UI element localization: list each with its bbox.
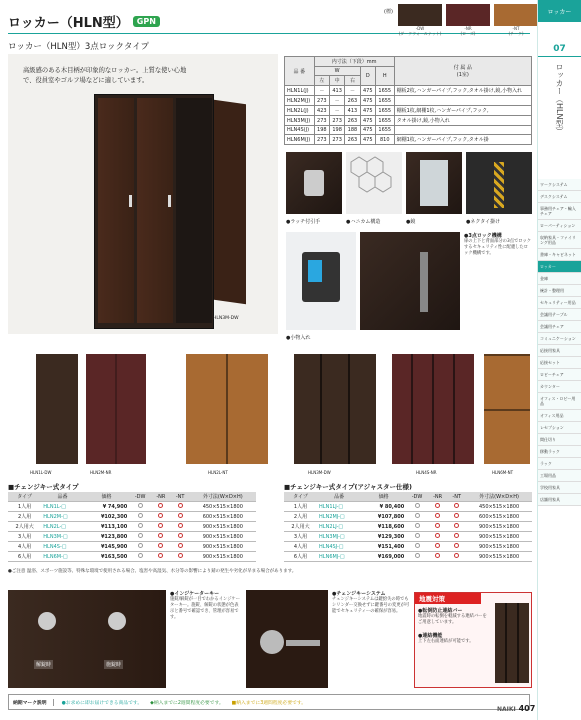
category-list [538, 179, 581, 506]
price-row [284, 532, 532, 542]
spec-cell-r: 263 [345, 96, 360, 106]
feature-label-honeycomb: ●ハニカム構造 [346, 219, 381, 225]
page-subtitle: ロッカー（HLN型）3点ロックタイプ [8, 42, 149, 52]
price-row [284, 522, 532, 532]
price-cell: HLN2M-□ [41, 512, 83, 522]
stock-dot [171, 502, 190, 512]
product-hln4s [392, 354, 474, 464]
sidebar-category[interactable]: 事務用チェア・輸入チェア [538, 203, 581, 220]
price-cell: 3人用 [8, 532, 41, 542]
price-cell: 1人用 [284, 502, 317, 512]
spec-table: 品 番 内寸法（下段）mm 付 属 品 (1室) W D H 左 中 右 HLN1L(J) － 413 － 475 1655 棚板2枚,ハンガーパイプ,フック,タオル掛け,鏡,小物入れ HLN2M(J) 273 － 263 475 1655 HLN2L(J) 423 － 413 475 1655 棚板1枚,網棚1枚,ハンガーパイプ,フック, HLN3M(J) 273 273 263 475 1655 タオル掛け,鏡,小物入れ HLN4S(J) 198 198 188 475 1655 HLN6M(J) 273 273 263 475 810 網棚1枚,ハンガーパイプ,フック,タオル掛 [284, 56, 532, 145]
spec-cell-d: 475 [360, 86, 375, 96]
stock-dot [406, 502, 428, 512]
price-cell: ¥107,800 [361, 512, 406, 522]
swatch-note: (標) [384, 9, 393, 15]
spec-cell-h: 1655 [375, 116, 394, 126]
changekey-feature [332, 590, 412, 615]
price-row [8, 512, 256, 522]
price-row [8, 502, 256, 512]
price-cell: 1人用 [8, 502, 41, 512]
spec-row [285, 116, 532, 126]
swatch-nt: -NT (チーク) [494, 4, 538, 37]
spec-cell-m: 273 [329, 116, 344, 126]
stock-dot [151, 522, 171, 532]
stock-dot [171, 552, 190, 562]
stock-dot [406, 522, 428, 532]
connect-title: ●連結機能 [418, 633, 443, 639]
legend-item-3: ■納入までに3週間程度必要です。 [231, 700, 307, 706]
spec-cell-acc: 棚板1枚,網棚1枚,ハンガーパイプ,フック, [394, 106, 531, 116]
stock-dot [129, 552, 151, 562]
topple-text: 地震時の転倒を軽減する連結バーをご用意しています。 [418, 614, 487, 625]
legend-label: 納期マーク説明 [13, 699, 54, 706]
sidebar-category[interactable]: 応接セット [538, 357, 581, 369]
page-number: 407 [518, 704, 536, 713]
spec-cell-l: 273 [314, 116, 329, 126]
indicator-title: ●インジケーターキー [170, 591, 220, 597]
price-cell: 4人用 [8, 542, 41, 552]
caution-note: ●ご注意 温浴、スポーツ施設等、特殊な環境で使用される場合、塩害や高湿気、水分等の影響により錆の発生や劣化が早まる場合があります。 [8, 569, 297, 574]
price-cell: HLN2LJ-□ [317, 522, 361, 532]
sidebar-category[interactable]: 移動ラック [538, 446, 581, 458]
price-cell: 600×515×1800 [190, 512, 256, 522]
lock-photo [360, 232, 460, 330]
price-row [284, 512, 532, 522]
price-cell: HLN4SJ-□ [317, 542, 361, 552]
price-header-cell: -NT [447, 492, 466, 502]
price-header-cell: タイプ [284, 492, 317, 502]
spec-cell-code: HLN2L(J) [285, 106, 315, 116]
spec-row [285, 126, 532, 135]
indicator-unlocked-label: 解錠時 [36, 662, 52, 668]
price-cell: HLN2MJ-□ [317, 512, 361, 522]
stock-dot [151, 502, 171, 512]
stock-dot [428, 542, 447, 552]
stock-dot [428, 502, 447, 512]
table2-title: ■チェンジキー式タイプ(アジャスター仕様) [284, 483, 413, 491]
sidebar-head: ロッカー [538, 0, 581, 22]
lineup-label-6: HLN6M-NT [492, 470, 514, 475]
stock-dot [406, 532, 428, 542]
stock-dot [428, 522, 447, 532]
stock-dot [447, 502, 466, 512]
price-row [8, 542, 256, 552]
sidebar-category[interactable]: ラック [538, 458, 581, 470]
feature-label-mirror: ●鏡 [406, 219, 416, 225]
price-cell: 900×515×1800 [190, 532, 256, 542]
spec-cell-h: 1655 [375, 106, 394, 116]
table1-title: ■チェンジキー式タイプ [8, 483, 79, 491]
chapter-number: 07 [538, 44, 581, 57]
lineup-label-3: HLN2L-NT [208, 470, 228, 475]
price-row [284, 552, 532, 562]
footer [497, 704, 535, 713]
spec-cell-d: 475 [360, 135, 375, 145]
price-cell: HLN2L-□ [41, 522, 83, 532]
page-title [8, 12, 160, 31]
necktie-photo [466, 152, 532, 214]
lock-feature [464, 232, 532, 257]
spec-cell-h: 1655 [375, 126, 394, 135]
price-header-cell: -NT [171, 492, 190, 502]
stock-dot [171, 522, 190, 532]
stock-dot [447, 532, 466, 542]
stock-dot [447, 542, 466, 552]
stock-dot [151, 552, 171, 562]
sidebar-category[interactable]: ワークシステム [538, 179, 581, 191]
changekey-text: チェンジキーシステムは鍵紛失の時でもシリンダー交換せずに鍵番号の変更が可能でセキュリティーの確保が容易。 [332, 597, 410, 614]
price-header-cell: 価格 [361, 492, 406, 502]
price-cell: 900×515×1800 [190, 552, 256, 562]
spec-cell-r: 188 [345, 126, 360, 135]
price-cell: ¥145,900 [84, 542, 129, 552]
price-cell: 900×515×1800 [466, 542, 532, 552]
price-cell: 2人用大 [284, 522, 317, 532]
lineup-label-1: HLN1L-DW [30, 470, 52, 475]
brand-name: NAIKI [497, 706, 516, 713]
sidebar-category[interactable]: 金庫 [538, 273, 581, 285]
stock-dot [171, 512, 190, 522]
sidebar-category[interactable]: 応接用家具 [538, 345, 581, 357]
price-cell: ¥113,100 [84, 522, 129, 532]
price-header-cell: 品番 [317, 492, 361, 502]
sidebar-category[interactable]: セキュリティー用品 [538, 297, 581, 309]
changekey-photo [246, 590, 328, 688]
stock-dot [447, 552, 466, 562]
product-hln6m [484, 354, 530, 464]
spec-cell-acc: タオル掛け,鏡,小物入れ [394, 116, 531, 126]
spec-row [285, 106, 532, 116]
stock-dot [129, 542, 151, 552]
price-cell: 3人用 [284, 532, 317, 542]
spec-cell-r: 413 [345, 106, 360, 116]
spec-cell-acc: 網棚1枚,ハンガーパイプ,フック,タオル掛 [394, 135, 531, 145]
connect-text: 上下左右面連結が可能です。 [418, 639, 474, 644]
sidebar-category[interactable]: 統計・整理用 [538, 285, 581, 297]
price-cell: ¥129,300 [361, 532, 406, 542]
legend-item-2: ◆納入までに2週間程度必要です。 [150, 700, 224, 706]
sidebar-category[interactable]: 工場用品 [538, 470, 581, 482]
stock-dot [406, 542, 428, 552]
spec-row [285, 96, 532, 106]
price-cell: ¥ 74,900 [84, 502, 129, 512]
spec-cell-d: 475 [360, 96, 375, 106]
spec-cell-h: 810 [375, 135, 394, 145]
price-row [284, 502, 532, 512]
price-cell: 900×515×1800 [466, 552, 532, 562]
spec-cell-l: 423 [314, 106, 329, 116]
hero-label: HLN3M-DW [213, 316, 239, 321]
sidebar-category[interactable]: 会議用テーブル [538, 309, 581, 321]
swatch-dw: -DW (ダークウォールナット) [398, 4, 442, 37]
price-cell: 900×515×1800 [190, 542, 256, 552]
sidebar-category[interactable]: 会議用チェア [538, 321, 581, 333]
sidebar-category[interactable]: 店舗用家具 [538, 494, 581, 506]
spec-cell-code: HLN6M(J) [285, 135, 315, 145]
product-hln1l [36, 354, 78, 464]
feature-label-necktie: ●ネクタイ掛け [466, 219, 501, 225]
price-cell: HLN6M-□ [41, 552, 83, 562]
spec-cell-acc [394, 96, 531, 106]
gpn-badge: GPN [133, 16, 160, 27]
lineup-label-2: HLN2M-NR [90, 470, 112, 475]
chapter-title: ロッカー（HLN型） [555, 63, 564, 136]
stock-dot [406, 512, 428, 522]
price-cell: ¥163,500 [84, 552, 129, 562]
feature-label-latch: ●ラッチ付引手 [286, 219, 321, 225]
price-header-cell: タイプ [8, 492, 41, 502]
price-cell: ¥169,000 [361, 552, 406, 562]
price-cell: HLN1LJ-□ [317, 502, 361, 512]
spec-cell-d: 475 [360, 106, 375, 116]
stock-dot [129, 502, 151, 512]
spec-cell-acc: 棚板2枚,ハンガーパイプ,フック,タオル掛け,鏡,小物入れ [394, 86, 531, 96]
price-header-cell: -DW [129, 492, 151, 502]
indicator-photo [8, 590, 166, 688]
price-cell: 450×515×1800 [190, 502, 256, 512]
price-header-cell: 価格 [84, 492, 129, 502]
earthquake-photo [495, 603, 529, 683]
sidebar-category[interactable]: 収納家具・ファイリング用品 [538, 232, 581, 249]
spec-cell-m: 413 [329, 86, 344, 96]
price-cell: 2人用 [8, 512, 41, 522]
sidebar-category[interactable]: ロッカー [538, 261, 581, 273]
sidebar-category[interactable]: 学校用家具 [538, 482, 581, 494]
price-header-cell: 品番 [41, 492, 83, 502]
spec-cell-m: － [329, 106, 344, 116]
price-cell: 6人用 [284, 552, 317, 562]
price-table-2 [284, 492, 532, 562]
hero-image [8, 54, 278, 334]
price-cell: 600×515×1800 [466, 512, 532, 522]
price-header-cell: 外寸法(W×D×H) [190, 492, 256, 502]
product-lineup [8, 348, 530, 478]
stock-dot [406, 552, 428, 562]
price-cell: HLN1L-□ [41, 502, 83, 512]
pocket-photo [286, 232, 356, 330]
stock-dot [447, 512, 466, 522]
spec-cell-code: HLN2M(J) [285, 96, 315, 106]
spec-cell-m: 273 [329, 135, 344, 145]
stock-dot [428, 552, 447, 562]
pocket-label: ●小物入れ [286, 335, 311, 341]
legend-item-1: ●お求めに即お届けできる商品です。 [61, 700, 143, 706]
sidebar-category[interactable]: オフィス用品 [538, 410, 581, 422]
stock-dot [428, 532, 447, 542]
intro-text: 高級感のある木目柄が印象的なロッカー。上質な使い心地で、役員室やゴルフ場などに適しています。 [23, 67, 187, 84]
sidebar-category[interactable]: 間仕切り [538, 434, 581, 446]
spec-row [285, 135, 532, 145]
product-hln2l [186, 354, 268, 464]
price-cell: ¥118,600 [361, 522, 406, 532]
price-cell: 450×515×1800 [466, 502, 532, 512]
price-row [8, 522, 256, 532]
price-cell: 900×515×1800 [466, 532, 532, 542]
spec-cell-m: － [329, 96, 344, 106]
stock-dot [447, 522, 466, 532]
spec-cell-l: 273 [314, 96, 329, 106]
stock-dot [129, 532, 151, 542]
indicator-locked-label: 施錠時 [106, 662, 122, 668]
spec-cell-code: HLN4S(J) [285, 126, 315, 135]
changekey-title: ●チェンジキーシステム [332, 591, 386, 597]
price-cell: ¥151,400 [361, 542, 406, 552]
indicator-text: 施錠/解錠が一目でわかるインジケーターキー。施錠、解錠の状態が色表示と番号で確認でき、管理が容易です。 [170, 597, 241, 620]
spec-row [285, 86, 532, 96]
spec-cell-d: 475 [360, 126, 375, 135]
price-header-cell: -NR [151, 492, 171, 502]
spec-cell-l: 273 [314, 135, 329, 145]
price-cell: 900×515×1800 [190, 522, 256, 532]
spec-cell-acc [394, 126, 531, 135]
sidebar-category[interactable]: オフィス・ロビー用品 [538, 393, 581, 410]
spec-cell-h: 1655 [375, 86, 394, 96]
price-header-cell: -NR [428, 492, 447, 502]
price-table-1 [8, 492, 256, 562]
price-row [284, 542, 532, 552]
spec-cell-code: HLN3M(J) [285, 116, 315, 126]
price-cell: 2人用大 [8, 522, 41, 532]
stock-dot [428, 512, 447, 522]
spec-cell-d: 475 [360, 116, 375, 126]
sidebar-category[interactable]: レセプション [538, 422, 581, 434]
product-hln3m [294, 354, 376, 464]
lineup-label-4: HLN3M-DW [308, 470, 331, 475]
stock-dot [171, 532, 190, 542]
sidebar-category[interactable]: ロビーチェア [538, 369, 581, 381]
spec-cell-r: 263 [345, 135, 360, 145]
lineup-label-5: HLN4S-NR [416, 470, 437, 475]
color-swatches [398, 4, 538, 37]
lock-title: ●3点ロック機構 [464, 233, 502, 239]
price-header-cell: 外寸法(W×D×H) [466, 492, 532, 502]
title-text: ロッカー（HLN型） [8, 16, 129, 31]
spec-cell-r: 263 [345, 116, 360, 126]
stock-dot [151, 532, 171, 542]
indicator-feature [170, 590, 240, 621]
spec-cell-h: 1655 [375, 96, 394, 106]
category-sidebar [537, 0, 581, 720]
spec-cell-l: － [314, 86, 329, 96]
honeycomb-photo [346, 152, 402, 214]
latch-photo [286, 152, 342, 214]
mirror-photo [406, 152, 462, 214]
spec-cell-r: － [345, 86, 360, 96]
price-row [8, 532, 256, 542]
price-cell: HLN3MJ-□ [317, 532, 361, 542]
price-cell: HLN3M-□ [41, 532, 83, 542]
sidebar-category[interactable]: コミュニケーション [538, 333, 581, 345]
delivery-legend [8, 694, 530, 710]
stock-dot [151, 542, 171, 552]
price-row [8, 552, 256, 562]
sidebar-category[interactable]: 書庫・キャビネット [538, 249, 581, 261]
price-header-cell: -DW [406, 492, 428, 502]
spec-cell-m: 198 [329, 126, 344, 135]
spec-cell-l: 198 [314, 126, 329, 135]
stock-dot [129, 522, 151, 532]
price-cell: ¥ 80,400 [361, 502, 406, 512]
stock-dot [151, 512, 171, 522]
sidebar-category[interactable]: カウンター [538, 381, 581, 393]
stock-dot [171, 542, 190, 552]
price-cell: HLN6MJ-□ [317, 552, 361, 562]
swatch-nr: -NR (ローズ) [446, 4, 490, 37]
earthquake-box [414, 592, 532, 688]
earthquake-title: 地震対策 [415, 593, 481, 604]
topple-title: ●転倒防止連結バー [418, 608, 463, 614]
price-cell: HLN4S-□ [41, 542, 83, 552]
sidebar-category[interactable]: ローパーティション [538, 220, 581, 232]
product-hln2m [86, 354, 146, 464]
price-cell: ¥123,800 [84, 532, 129, 542]
price-cell: 2人用 [284, 512, 317, 522]
spec-cell-code: HLN1L(J) [285, 86, 315, 96]
lock-text: 扉の上下と背面部分の3点でロックするセキュリティ性に配慮したロック機構です。 [464, 239, 532, 256]
price-cell: ¥102,300 [84, 512, 129, 522]
price-cell: 4人用 [284, 542, 317, 552]
stock-dot [129, 512, 151, 522]
hero-locker [94, 94, 214, 329]
price-cell: 900×515×1800 [466, 522, 532, 532]
price-cell: 6人用 [8, 552, 41, 562]
sidebar-category[interactable]: デスクシステム [538, 191, 581, 203]
